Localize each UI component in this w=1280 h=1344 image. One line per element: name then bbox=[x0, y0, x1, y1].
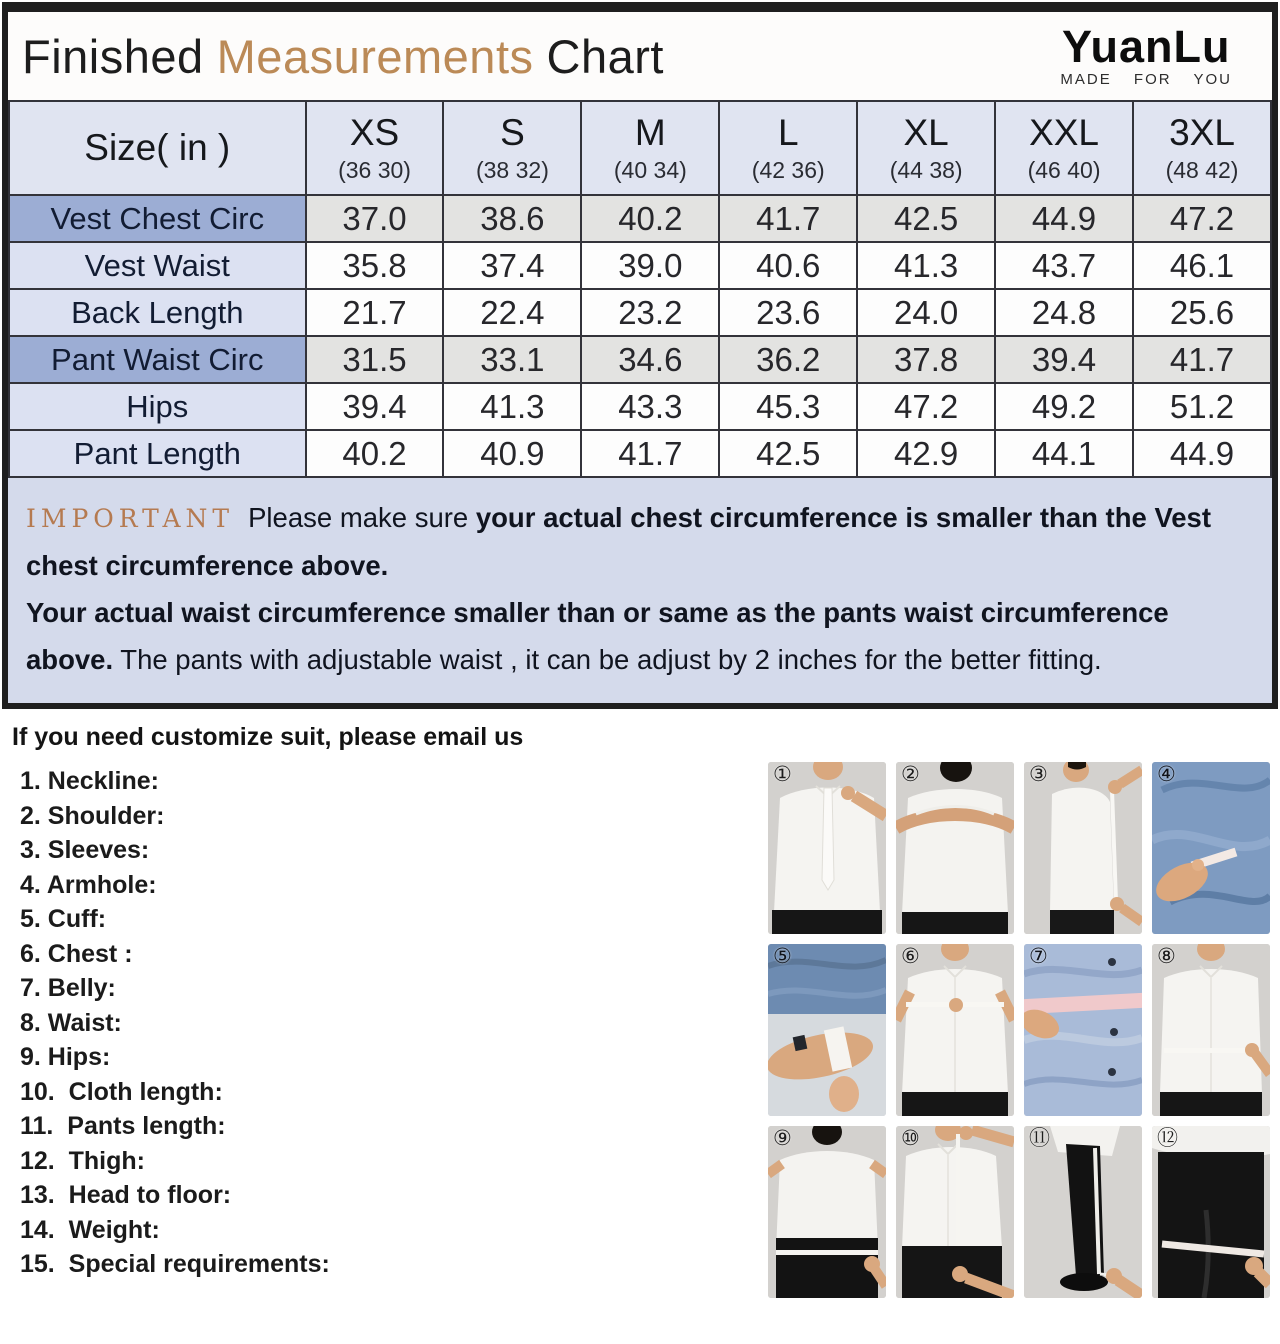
table-row-back-length bbox=[9, 289, 1271, 336]
value-cell: 37.0 bbox=[306, 195, 444, 242]
value-cell: 43.7 bbox=[995, 242, 1133, 289]
step-number-badge: ④ bbox=[1157, 763, 1176, 786]
step-number-badge: ③ bbox=[1029, 763, 1048, 786]
list-item: 5. Cuff: bbox=[20, 905, 107, 933]
shoulder-photo-illustration bbox=[896, 762, 1014, 934]
value-cell: 44.1 bbox=[995, 430, 1133, 477]
important-paragraph-1: IMPORTANT Please make sure your actual chest circumference is smaller than the Vest chest circumference above. bbox=[26, 502, 1212, 581]
value-cell: 51.2 bbox=[1133, 383, 1271, 430]
list-item: 11. Pants length: bbox=[20, 1112, 226, 1140]
value-cell: 47.2 bbox=[857, 383, 995, 430]
title-bar bbox=[8, 12, 1272, 100]
table-row-pant-waist bbox=[9, 336, 1271, 383]
brand-name: YuanLu bbox=[1061, 21, 1231, 72]
step-number-badge: ⑥ bbox=[901, 945, 920, 968]
value-cell: 46.1 bbox=[1133, 242, 1271, 289]
value-cell: 22.4 bbox=[443, 289, 581, 336]
list-item: 9. Hips: bbox=[20, 1043, 111, 1071]
table-row-pant-length bbox=[9, 430, 1271, 477]
row-label: Hips bbox=[9, 383, 306, 430]
customize-heading: If you need customize suit, please email us bbox=[12, 723, 524, 751]
photo-step-5-cuff bbox=[768, 944, 886, 1116]
neckline-photo-illustration bbox=[768, 762, 886, 934]
photo-step-7-belly bbox=[1024, 944, 1142, 1116]
value-cell: 41.7 bbox=[1133, 336, 1271, 383]
step-number-badge: ⑨ bbox=[773, 1127, 792, 1150]
size-table-header-row bbox=[9, 101, 1271, 195]
title-word-measurements: Measurements bbox=[216, 29, 534, 83]
important-keyword: IMPORTANT bbox=[26, 504, 235, 533]
value-cell: 42.9 bbox=[857, 430, 995, 477]
value-cell: 49.2 bbox=[995, 383, 1133, 430]
cloth-length-photo-illustration bbox=[896, 1126, 1014, 1298]
value-cell: 23.6 bbox=[719, 289, 857, 336]
step-number-badge: ⑫ bbox=[1157, 1127, 1178, 1150]
value-cell: 37.8 bbox=[857, 336, 995, 383]
value-cell: 39.4 bbox=[995, 336, 1133, 383]
customize-list bbox=[12, 760, 768, 1282]
armhole-photo-illustration bbox=[1152, 762, 1270, 934]
list-item: 15. Special requirements: bbox=[20, 1250, 330, 1278]
photo-step-9-hips bbox=[768, 1126, 886, 1298]
value-cell: 41.3 bbox=[443, 383, 581, 430]
value-cell: 21.7 bbox=[306, 289, 444, 336]
table-row-vest-chest bbox=[9, 195, 1271, 242]
size-unit-cell: Size( in ) bbox=[9, 101, 306, 195]
value-cell: 43.3 bbox=[581, 383, 719, 430]
photo-step-12-thigh bbox=[1152, 1126, 1270, 1298]
title-word-finished: Finished bbox=[22, 29, 204, 83]
list-item: 3. Sleeves: bbox=[20, 836, 150, 864]
value-cell: 47.2 bbox=[1133, 195, 1271, 242]
value-cell: 40.2 bbox=[306, 430, 444, 477]
thigh-photo-illustration bbox=[1152, 1126, 1270, 1298]
cuff-photo-illustration bbox=[768, 944, 886, 1116]
step-number-badge: ⑩ bbox=[901, 1127, 920, 1150]
value-cell: 25.6 bbox=[1133, 289, 1271, 336]
value-cell: 41.7 bbox=[719, 195, 857, 242]
step-number-badge: ① bbox=[773, 763, 792, 786]
important-paragraph-2: Your actual waist circumference smaller than or same as the pants waist circumference above. The pants with adjustable waist , it can be adjust by 2 inches for the better fitting. bbox=[26, 597, 1169, 675]
value-cell: 41.3 bbox=[857, 242, 995, 289]
title-word-chart: Chart bbox=[546, 29, 664, 83]
row-label: Back Length bbox=[9, 289, 306, 336]
value-cell: 39.0 bbox=[581, 242, 719, 289]
chest-photo-illustration bbox=[896, 944, 1014, 1116]
page-title bbox=[22, 29, 664, 84]
measuring-photo-grid bbox=[768, 762, 1270, 1298]
brand-tagline: MADE FOR YOU bbox=[1060, 71, 1232, 88]
value-cell: 40.9 bbox=[443, 430, 581, 477]
value-cell: 24.0 bbox=[857, 289, 995, 336]
photo-step-8-waist bbox=[1152, 944, 1270, 1116]
value-cell: 39.4 bbox=[306, 383, 444, 430]
value-cell: 40.2 bbox=[581, 195, 719, 242]
step-number-badge: ⑪ bbox=[1029, 1127, 1050, 1150]
list-item: 14. Weight: bbox=[20, 1215, 160, 1244]
customize-section bbox=[0, 709, 1280, 1298]
value-cell: 42.5 bbox=[719, 430, 857, 477]
col-header-xs: XS (36 30) bbox=[306, 101, 444, 195]
col-header-l: L (42 36) bbox=[719, 101, 857, 195]
photo-step-1-neckline bbox=[768, 762, 886, 934]
row-label: Pant Length bbox=[9, 430, 306, 477]
value-cell: 41.7 bbox=[581, 430, 719, 477]
col-header-xl: XL (44 38) bbox=[857, 101, 995, 195]
brand-logo bbox=[1060, 21, 1258, 88]
step-number-badge: ⑦ bbox=[1029, 945, 1048, 968]
photo-step-6-chest bbox=[896, 944, 1014, 1116]
col-header-s: S (38 32) bbox=[443, 101, 581, 195]
value-cell: 23.2 bbox=[581, 289, 719, 336]
value-cell: 34.6 bbox=[581, 336, 719, 383]
step-number-badge: ⑧ bbox=[1157, 945, 1176, 968]
step-number-badge: ⑤ bbox=[773, 945, 792, 968]
row-label: Pant Waist Circ bbox=[9, 336, 306, 383]
list-item: 10. Cloth length: bbox=[20, 1077, 223, 1106]
important-note bbox=[8, 478, 1272, 703]
list-item: 12. Thigh: bbox=[20, 1146, 145, 1175]
value-cell: 24.8 bbox=[995, 289, 1133, 336]
col-header-m: M (40 34) bbox=[581, 101, 719, 195]
pants-length-photo-illustration bbox=[1024, 1126, 1142, 1298]
waist-photo-illustration bbox=[1152, 944, 1270, 1116]
list-item: 8. Waist: bbox=[20, 1008, 122, 1037]
value-cell: 45.3 bbox=[719, 383, 857, 430]
table-row-vest-waist bbox=[9, 242, 1271, 289]
value-cell: 40.6 bbox=[719, 242, 857, 289]
value-cell: 38.6 bbox=[443, 195, 581, 242]
col-header-xxl: XXL (46 40) bbox=[995, 101, 1133, 195]
value-cell: 36.2 bbox=[719, 336, 857, 383]
photo-step-4-armhole bbox=[1152, 762, 1270, 934]
list-item: 1. Neckline: bbox=[20, 767, 159, 795]
size-table bbox=[8, 100, 1272, 478]
value-cell: 35.8 bbox=[306, 242, 444, 289]
value-cell: 37.4 bbox=[443, 242, 581, 289]
table-row-hips bbox=[9, 383, 1271, 430]
sleeve-photo-illustration bbox=[1024, 762, 1142, 934]
list-item: 6. Chest : bbox=[20, 939, 133, 968]
list-item: 4. Armhole: bbox=[20, 870, 157, 899]
value-cell: 33.1 bbox=[443, 336, 581, 383]
list-item: 7. Belly: bbox=[20, 974, 116, 1002]
photo-step-3-sleeves bbox=[1024, 762, 1142, 934]
col-header-3xl: 3XL (48 42) bbox=[1133, 101, 1271, 195]
photo-step-11-pants-length bbox=[1024, 1126, 1142, 1298]
photo-step-2-shoulder bbox=[896, 762, 1014, 934]
value-cell: 44.9 bbox=[995, 195, 1133, 242]
value-cell: 42.5 bbox=[857, 195, 995, 242]
value-cell: 44.9 bbox=[1133, 430, 1271, 477]
belly-photo-illustration bbox=[1024, 944, 1142, 1116]
list-item: 2. Shoulder: bbox=[20, 801, 165, 830]
photo-step-10-cloth-length bbox=[896, 1126, 1014, 1298]
step-number-badge: ② bbox=[901, 763, 920, 786]
hips-photo-illustration bbox=[768, 1126, 886, 1298]
measurement-card bbox=[2, 2, 1278, 709]
row-label: Vest Waist bbox=[9, 242, 306, 289]
list-item: 13. Head to floor: bbox=[20, 1181, 232, 1209]
row-label: Vest Chest Circ bbox=[9, 195, 306, 242]
value-cell: 31.5 bbox=[306, 336, 444, 383]
